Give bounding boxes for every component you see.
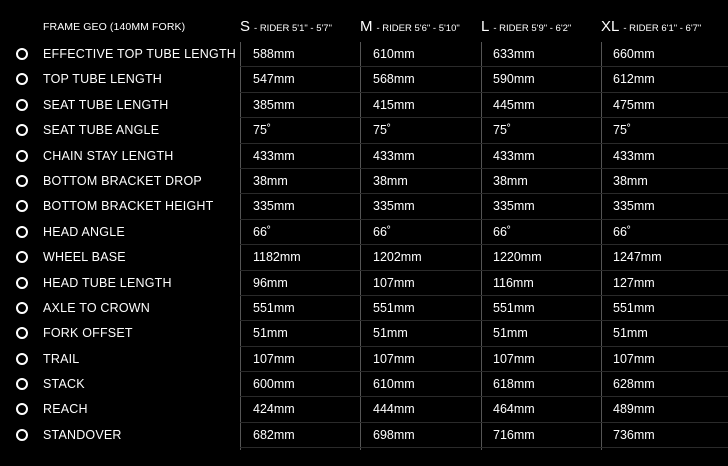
table-row [0, 144, 728, 169]
size-rider-range: - RIDER 5'6" - 5'10" [376, 23, 460, 34]
measurement-label: BOTTOM BRACKET DROP [43, 173, 202, 188]
value-size-xl: 736mm [613, 427, 655, 442]
value-size-l: 618mm [493, 377, 535, 392]
value-size-m: 568mm [373, 72, 415, 87]
value-size-xl: 38mm [613, 173, 648, 188]
measurement-label: CHAIN STAY LENGTH [43, 148, 174, 163]
measurement-label: HEAD TUBE LENGTH [43, 275, 172, 290]
value-size-s: 385mm [253, 97, 295, 112]
measurement-label: REACH [43, 402, 88, 417]
circle-bullet-icon[interactable] [16, 200, 28, 212]
measurement-label: FORK OFFSET [43, 326, 133, 341]
table-row [0, 42, 728, 67]
measurement-label: EFFECTIVE TOP TUBE LENGTH [43, 47, 237, 61]
value-size-m: 107mm [373, 351, 415, 366]
size-rider-range: - RIDER 5'9" - 6'2" [493, 23, 572, 34]
table-row [0, 271, 728, 296]
measurement-label: WHEEL BASE [43, 250, 126, 265]
value-size-s: 682mm [253, 427, 295, 442]
table-title: FRAME GEO (140MM FORK) [43, 21, 186, 33]
value-size-m: 444mm [373, 402, 415, 417]
size-header-m [360, 14, 460, 42]
value-size-l: 75˚ [493, 123, 512, 138]
size-header-s [240, 14, 332, 42]
table-row [0, 169, 728, 194]
value-size-s: 96mm [253, 275, 288, 290]
value-size-s: 335mm [253, 199, 295, 214]
measurement-label: AXLE TO CROWN [43, 300, 151, 315]
value-size-xl: 107mm [613, 351, 655, 366]
size-rider-range: - RIDER 5'1" - 5'7" [254, 23, 332, 34]
value-size-m: 610mm [373, 47, 415, 61]
value-size-xl: 551mm [613, 300, 655, 315]
measurement-label: TRAIL [43, 351, 80, 366]
circle-bullet-icon[interactable] [16, 251, 28, 263]
circle-bullet-icon[interactable] [16, 378, 28, 390]
value-size-l: 1220mm [493, 250, 542, 265]
value-size-xl: 628mm [613, 377, 655, 392]
table-row [0, 423, 728, 448]
value-size-m: 51mm [373, 326, 408, 341]
value-size-s: 38mm [253, 173, 288, 188]
measurement-label: HEAD ANGLE [43, 224, 125, 239]
value-size-xl: 51mm [613, 326, 648, 341]
value-size-l: 464mm [493, 402, 535, 417]
value-size-l: 551mm [493, 300, 535, 315]
measurement-label: SEAT TUBE ANGLE [43, 123, 160, 138]
size-letter: S [240, 18, 251, 35]
circle-bullet-icon[interactable] [16, 124, 28, 136]
circle-bullet-icon[interactable] [16, 73, 28, 85]
value-size-l: 116mm [493, 275, 534, 290]
value-size-l: 335mm [493, 199, 535, 214]
value-size-m: 551mm [373, 300, 415, 315]
value-size-s: 66˚ [253, 224, 272, 239]
value-size-m: 75˚ [373, 123, 392, 138]
circle-bullet-icon[interactable] [16, 150, 28, 162]
value-size-s: 424mm [253, 402, 295, 417]
value-size-xl: 475mm [613, 97, 655, 112]
table-body [0, 42, 728, 448]
size-header-l [481, 14, 571, 42]
value-size-l: 38mm [493, 173, 528, 188]
measurement-label: STACK [43, 377, 85, 392]
value-size-s: 433mm [253, 148, 295, 163]
value-size-s: 107mm [253, 351, 295, 366]
size-letter: XL [601, 18, 620, 35]
table-row [0, 194, 728, 219]
value-size-xl: 335mm [613, 199, 655, 214]
value-size-l: 51mm [493, 326, 528, 341]
circle-bullet-icon[interactable] [16, 403, 28, 415]
value-size-m: 1202mm [373, 250, 422, 265]
value-size-m: 66˚ [373, 224, 392, 239]
value-size-l: 433mm [493, 148, 535, 163]
value-size-s: 551mm [253, 300, 295, 315]
table-row [0, 93, 728, 118]
table-row [0, 220, 728, 245]
value-size-xl: 75˚ [613, 123, 632, 138]
value-size-s: 51mm [253, 326, 288, 341]
value-size-l: 716mm [493, 427, 535, 442]
size-letter: L [481, 18, 490, 35]
value-size-l: 107mm [493, 351, 535, 366]
circle-bullet-icon[interactable] [16, 226, 28, 238]
value-size-xl: 612mm [613, 72, 655, 87]
measurement-label: TOP TUBE LENGTH [43, 72, 163, 87]
value-size-s: 588mm [253, 47, 295, 61]
value-size-m: 335mm [373, 199, 415, 214]
table-row [0, 118, 728, 143]
measurement-label: BOTTOM BRACKET HEIGHT [43, 199, 214, 214]
table-row [0, 321, 728, 346]
value-size-xl: 1247mm [613, 250, 662, 265]
value-size-m: 433mm [373, 148, 415, 163]
table-row [0, 67, 728, 92]
table-row [0, 372, 728, 397]
value-size-s: 600mm [253, 377, 295, 392]
value-size-m: 415mm [373, 97, 415, 112]
table-header [0, 14, 728, 40]
value-size-l: 66˚ [493, 224, 512, 239]
value-size-m: 610mm [373, 377, 415, 392]
value-size-l: 445mm [493, 97, 535, 112]
value-size-s: 1182mm [253, 250, 301, 265]
value-size-xl: 433mm [613, 148, 655, 163]
circle-bullet-icon[interactable] [16, 175, 28, 187]
circle-bullet-icon[interactable] [16, 277, 28, 289]
value-size-s: 75˚ [253, 123, 272, 138]
value-size-xl: 66˚ [613, 224, 632, 239]
table-row [0, 296, 728, 321]
size-rider-range: - RIDER 6'1" - 6'7" [623, 23, 702, 34]
value-size-xl: 660mm [613, 47, 655, 61]
row-divider [240, 447, 728, 448]
size-header-xl [601, 14, 701, 42]
circle-bullet-icon[interactable] [16, 48, 28, 60]
value-size-m: 38mm [373, 173, 408, 188]
circle-bullet-icon[interactable] [16, 99, 28, 111]
value-size-l: 590mm [493, 72, 535, 87]
value-size-xl: 127mm [613, 275, 655, 290]
value-size-m: 107mm [373, 275, 415, 290]
circle-bullet-icon[interactable] [16, 327, 28, 339]
value-size-l: 633mm [493, 47, 535, 61]
circle-bullet-icon[interactable] [16, 429, 28, 441]
table-row [0, 245, 728, 270]
measurement-label: SEAT TUBE LENGTH [43, 97, 169, 112]
table-row [0, 397, 728, 422]
size-letter: M [360, 18, 373, 35]
circle-bullet-icon[interactable] [16, 353, 28, 365]
circle-bullet-icon[interactable] [16, 302, 28, 314]
value-size-s: 547mm [253, 72, 295, 87]
table-row [0, 347, 728, 372]
measurement-label: STANDOVER [43, 427, 122, 442]
value-size-m: 698mm [373, 427, 415, 442]
value-size-xl: 489mm [613, 402, 655, 417]
